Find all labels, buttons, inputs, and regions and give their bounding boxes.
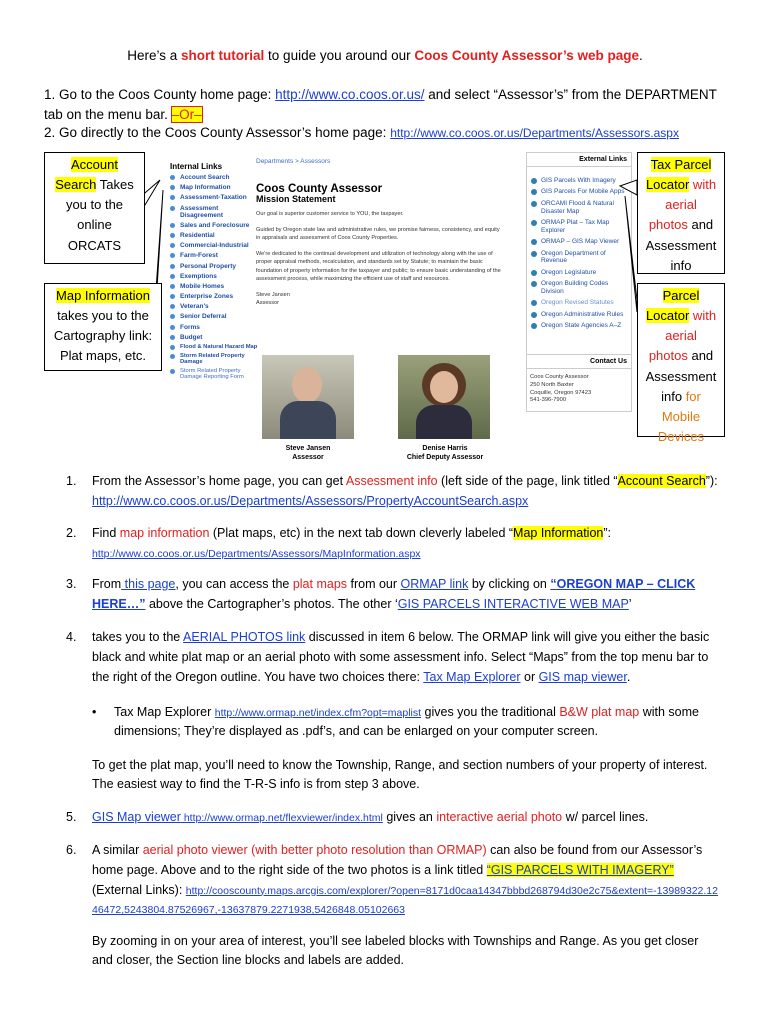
account-search-callout: Account Search Takes you to the online ORCATS bbox=[44, 152, 145, 264]
this-page-link[interactable]: this page bbox=[121, 577, 176, 591]
intro-title: Here’s a short tutorial to guide you around our Coos County Assessor’s web page. bbox=[127, 48, 643, 63]
internal-link-map-information[interactable]: Map Information bbox=[170, 184, 258, 191]
internal-link-commercial-industrial[interactable]: Commercial-Industrial bbox=[170, 242, 258, 249]
contact-address: Coos County Assessor 250 North Baxter Coquille, Oregon 97423 541-396-7900 bbox=[530, 374, 592, 404]
external-link-orcami-flood[interactable]: ORCAMI Flood & Natural Disaster Map bbox=[531, 200, 631, 216]
step-2-text: 2. Go directly to the Coos County Assessor’s home page: http://www.co.coos.or.us/Departments/Assessors.aspx bbox=[44, 125, 679, 140]
coos-county-home-link[interactable]: http://www.co.coos.or.us/ bbox=[275, 87, 425, 102]
list-item-1: 1. From the Assessor’s home page, you can get Assessment info (left side of the page, link titled “Account Search”): http://www.co.coos.or.us/Departments/Assessors/PropertyAccountSearch.aspx bbox=[66, 474, 718, 508]
title-emphasis-2: Coos County Assessor’s web page bbox=[414, 48, 639, 63]
external-link-gis-parcels-imagery[interactable]: GIS Parcels With Imagery bbox=[531, 177, 631, 185]
internal-link-storm-reporting-form[interactable]: Storm Related Property Damage Reporting Form bbox=[170, 368, 258, 380]
internal-link-storm-damage[interactable]: Storm Related Property Damage bbox=[170, 353, 258, 365]
plat-map-paragraph: To get the plat map, you’ll need to know the Township, Range, and section numbers of your property of interest. The easiest way to find the T-R-S info is from step 3 above. bbox=[92, 758, 708, 792]
step-1-text: 1. Go to the Coos County home page: http://www.co.coos.or.us/ and select “Assessor’s” from the DEPARTMENT tab on the menu bar. –Or– bbox=[44, 87, 717, 123]
assessor-caption: Steve Jansen Assessor bbox=[285, 445, 331, 462]
contact-title: Contact Us bbox=[527, 355, 631, 369]
external-link-ormap-gis[interactable]: ORMAP – GIS Map Viewer bbox=[531, 238, 631, 246]
external-link-ormap-plat[interactable]: ORMAP Plat – Tax Map Explorer bbox=[531, 219, 631, 235]
internal-link-sales-foreclosure[interactable]: Sales and Foreclosure bbox=[170, 222, 258, 229]
external-link-oar[interactable]: Oregon Administrative Rules bbox=[531, 311, 631, 319]
gis-map-viewer-link[interactable]: GIS map viewer bbox=[538, 669, 627, 684]
internal-link-personal-property[interactable]: Personal Property bbox=[170, 263, 258, 270]
internal-link-enterprise-zones[interactable]: Enterprise Zones bbox=[170, 293, 258, 300]
parcel-pointer bbox=[625, 196, 637, 312]
mission-paragraph-1: Our goal is superior customer service to YOU, the taxpayer. bbox=[256, 211, 404, 217]
internal-link-exemptions[interactable]: Exemptions bbox=[170, 273, 258, 280]
list-item-3: 3. From this page, you can access the plat maps from our ORMAP link by clicking on “OREGON MAP – CLICK HERE…” above the Cartographer’s photos. The other ‘GIS PARCELS INTERACTIVE WEB MAP’ bbox=[66, 577, 696, 611]
map-information-url[interactable]: http://www.co.coos.or.us/Departments/Assessors/MapInformation.aspx bbox=[92, 547, 421, 560]
mission-statement-heading: Mission Statement bbox=[256, 194, 336, 204]
internal-link-farm-forest[interactable]: Farm-Forest bbox=[170, 252, 258, 259]
internal-link-veterans[interactable]: Veteran's bbox=[170, 303, 258, 310]
internal-link-account-search[interactable]: Account Search bbox=[170, 174, 258, 181]
tax-pointer bbox=[620, 180, 637, 195]
assessor-home-link[interactable]: http://www.co.coos.or.us/Departments/Assessors.aspx bbox=[390, 126, 679, 140]
bullet-dot-icon: • bbox=[92, 705, 97, 719]
internal-link-budget[interactable]: Budget bbox=[170, 334, 258, 341]
site-breadcrumb[interactable]: Departments > Assessors bbox=[256, 158, 331, 165]
mission-paragraph-2: Guided by Oregon state law and administrative rules, we promise fairness, consistency, and equity in appraisals and assessment of Coos County Properties. bbox=[256, 227, 500, 242]
aerial-photos-link[interactable]: AERIAL PHOTOS link bbox=[183, 630, 306, 644]
internal-link-residential[interactable]: Residential bbox=[170, 232, 258, 239]
flexviewer-url[interactable]: http://www.ormap.net/flexviewer/index.html bbox=[180, 812, 383, 824]
external-link-oregon-building[interactable]: Oregon Building Codes Division bbox=[531, 280, 631, 296]
signer-title: Assessor bbox=[256, 299, 280, 306]
internal-link-forms[interactable]: Forms bbox=[170, 324, 258, 331]
external-link-gis-parcels-mobile[interactable]: GIS Parcels For Mobile Apps bbox=[531, 188, 631, 196]
internal-link-flood-hazard-map[interactable]: Flood & Natural Hazard Map bbox=[170, 344, 258, 350]
internal-link-mobile-homes[interactable]: Mobile Homes bbox=[170, 283, 258, 290]
tax-map-explorer-url[interactable]: http://www.ormap.net/index.cfm?opt=maplist bbox=[214, 707, 422, 719]
internal-link-assessment-taxation[interactable]: Assessment-Taxation bbox=[170, 194, 258, 201]
site-heading: Coos County Assessor bbox=[256, 183, 383, 195]
zoom-paragraph: By zooming in on your area of interest, you’ll see labeled blocks with Townships and Range. As you get closer and closer, the Section line blocks and labels are added. bbox=[92, 934, 699, 968]
list-item-2: 2. Find map information (Plat maps, etc) in the next tab down cleverly labeled “Map Information”: http://www.co.coos.or.us/Departments/Assessors/MapInformation.aspx bbox=[66, 526, 612, 560]
external-link-oregon-legislature[interactable]: Oregon Legislature bbox=[531, 269, 631, 277]
external-link-ors[interactable]: Oregon Revised Statutes bbox=[531, 299, 631, 307]
gis-parcels-web-map-link[interactable]: GIS PARCELS INTERACTIVE WEB MAP bbox=[397, 596, 629, 611]
arcgis-explorer-url[interactable]: http://cooscounty.maps.arcgis.com/explorer/?open=8171d0caa14347bbbd268794d30e2c75&extent=-13989322.1246472,5243804.87526967,-13637879.2271938,5426848.05102663 bbox=[92, 884, 718, 917]
mission-paragraph-3: We're dedicated to the continual development and utilization of technology along with the use of proper appraisal methods, recalculation, and standards set by Statute; to maintain the basic foundation of property information for the taxpayer and public; to ensure basic understanding of the assessment process, while maximizing the efficient use of staff and resources. bbox=[256, 251, 501, 282]
gis-map-viewer-link-2[interactable]: GIS Map viewer bbox=[92, 810, 181, 824]
list-item-6: 6. A similar aerial photo viewer (with better photo resolution than ORMAP) can also be found from our Assessor’s home page. Above and to the right side of the two photos is a link titled “GIS PARCELS WITH IMAGERY” (External Links): http://cooscounty.maps.arcgis.com/explorer/?open=8171d0caa14347bbbd268794d30e2c75&extent=-13989322.1246472,5243804.87526967,-13637879.2271938,5426848.05102663 bbox=[66, 843, 718, 917]
or-marker: –Or– bbox=[171, 107, 202, 123]
title-emphasis-1: short tutorial bbox=[181, 48, 265, 63]
internal-link-assessment-disagreement[interactable]: Assessment Disagreement bbox=[170, 205, 258, 219]
tax-parcel-callout: Tax Parcel Locator with aerial photos and Assessment info bbox=[637, 152, 725, 274]
external-link-state-agencies[interactable]: Oregon State Agencies A–Z bbox=[531, 322, 631, 330]
oregon-map-click-link[interactable]: “OREGON MAP – CLICK HERE…” bbox=[92, 577, 696, 611]
external-links-title: External Links bbox=[527, 153, 631, 167]
internal-links-title: Internal Links bbox=[170, 162, 223, 171]
map-information-callout: Map Information takes you to the Cartography link: Plat maps, etc. bbox=[44, 283, 162, 371]
parcel-locator-callout: Parcel Locator with aerial photos and Assessment info for Mobile Devices bbox=[637, 283, 725, 437]
tax-map-explorer-link[interactable]: Tax Map Explorer bbox=[423, 669, 521, 684]
account-search-url[interactable]: http://www.co.coos.or.us/Departments/Assessors/PropertyAccountSearch.aspx bbox=[92, 493, 529, 508]
internal-link-senior-deferral[interactable]: Senior Deferral bbox=[170, 313, 258, 320]
signer-name: Steve Jansen bbox=[256, 291, 290, 298]
ormap-link[interactable]: ORMAP link bbox=[400, 577, 469, 591]
bullet-tax-map-explorer: • Tax Map Explorer http://www.ormap.net/index.cfm?opt=maplist gives you the traditional B&W plat map with some dimensions; They’re displayed as .pdf’s, and can be enlarged on your computer screen. bbox=[92, 705, 699, 739]
deputy-caption: Denise Harris Chief Deputy Assessor bbox=[406, 445, 484, 462]
external-link-oregon-dor[interactable]: Oregon Department of Revenue bbox=[531, 250, 631, 266]
list-item-5: 5. GIS Map viewer http://www.ormap.net/flexviewer/index.html gives an interactive aerial photo w/ parcel lines. bbox=[66, 810, 649, 824]
gis-parcels-imagery-link[interactable]: “GIS PARCELS WITH IMAGERY” bbox=[486, 862, 674, 877]
list-item-4: 4. takes you to the AERIAL PHOTOS link discussed in item 6 below. The ORMAP link will give you either the basic black and white plat map or an aerial photo with some assessment info. Select “Maps” from the top menu bar to the right of the Oregon outline. You have two choices there: Tax Map Explorer or GIS map viewer. bbox=[66, 630, 710, 684]
